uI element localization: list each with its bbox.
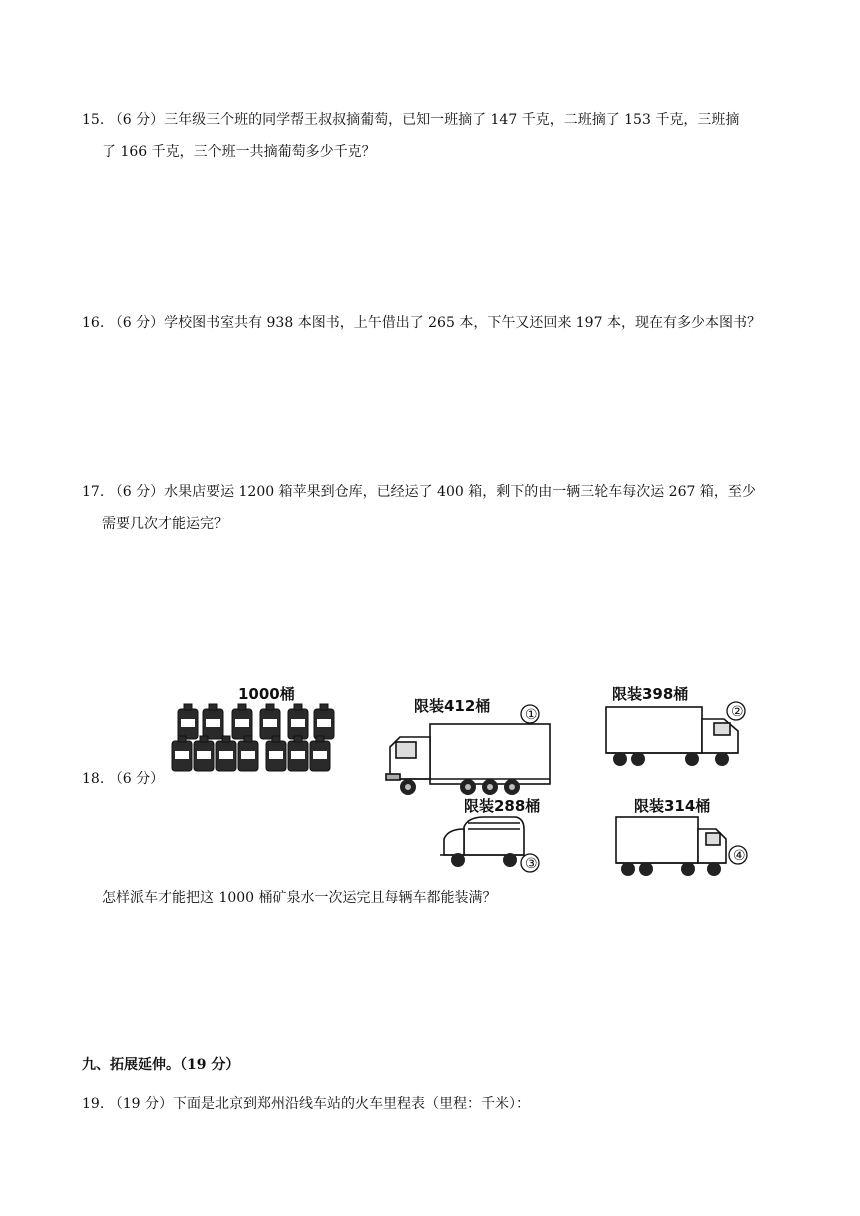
section-title: 九、拓展延伸。（19 分） xyxy=(82,1057,240,1073)
question-number: 19. xyxy=(82,1096,105,1112)
question-number: 15. xyxy=(82,112,105,128)
question-text-line1: （6 分）三年级三个班的同学帮王叔叔摘葡萄，已知一班摘了 147 千克，二班摘了 153 千克，三班摘 xyxy=(108,112,740,128)
truck-4-label: 限装314桶 xyxy=(634,797,711,815)
question-text-line2: 了 166 千克，三个班一共摘葡萄多少千克？ xyxy=(102,144,376,160)
question-16 xyxy=(82,307,782,339)
question-number: 18. xyxy=(82,771,105,787)
question-text-line1: （19 分）下面是北京到郑州沿线车站的火车里程表（里程：千米）： xyxy=(108,1096,530,1112)
question-text-line2: 需要几次才能运完？ xyxy=(102,516,228,532)
truck-3-number: ③ xyxy=(525,856,538,872)
question-text-line1: （6 分）学校图书室共有 938 本图书，上午借出了 265 本，下午又还回来 197 本，现在有多少本图书？ xyxy=(108,315,761,331)
question-text: 怎样派车才能把这 1000 桶矿泉水一次运完且每辆车都能装满？ xyxy=(102,890,497,906)
truck-3 xyxy=(440,797,540,872)
question-text-line1: （6 分）水果店要运 1200 箱苹果到仓库，已经运了 400 箱，剩下的由一辆三轮车每次运 267 箱，至少 xyxy=(108,484,756,500)
water-label: 1000桶 xyxy=(238,685,295,703)
question-score: （6 分） xyxy=(108,771,165,787)
truck-1 xyxy=(386,697,550,795)
water-bottles-illustration xyxy=(172,685,334,771)
truck-3-label: 限装288桶 xyxy=(464,797,541,815)
question-15 xyxy=(82,104,782,168)
question-17 xyxy=(82,476,782,540)
question-number: 17. xyxy=(82,484,105,500)
question-number: 16. xyxy=(82,315,105,331)
truck-1-number: ① xyxy=(525,707,538,723)
truck-4-number: ④ xyxy=(733,848,746,864)
truck-2-label: 限装398桶 xyxy=(612,685,689,703)
question-18-prompt xyxy=(82,882,782,914)
truck-2-number: ② xyxy=(731,704,744,720)
truck-4 xyxy=(616,797,747,876)
truck-1-label: 限装412桶 xyxy=(414,697,491,715)
question-19 xyxy=(82,1088,782,1120)
trucks-figure xyxy=(168,677,754,881)
truck-2 xyxy=(606,685,745,766)
